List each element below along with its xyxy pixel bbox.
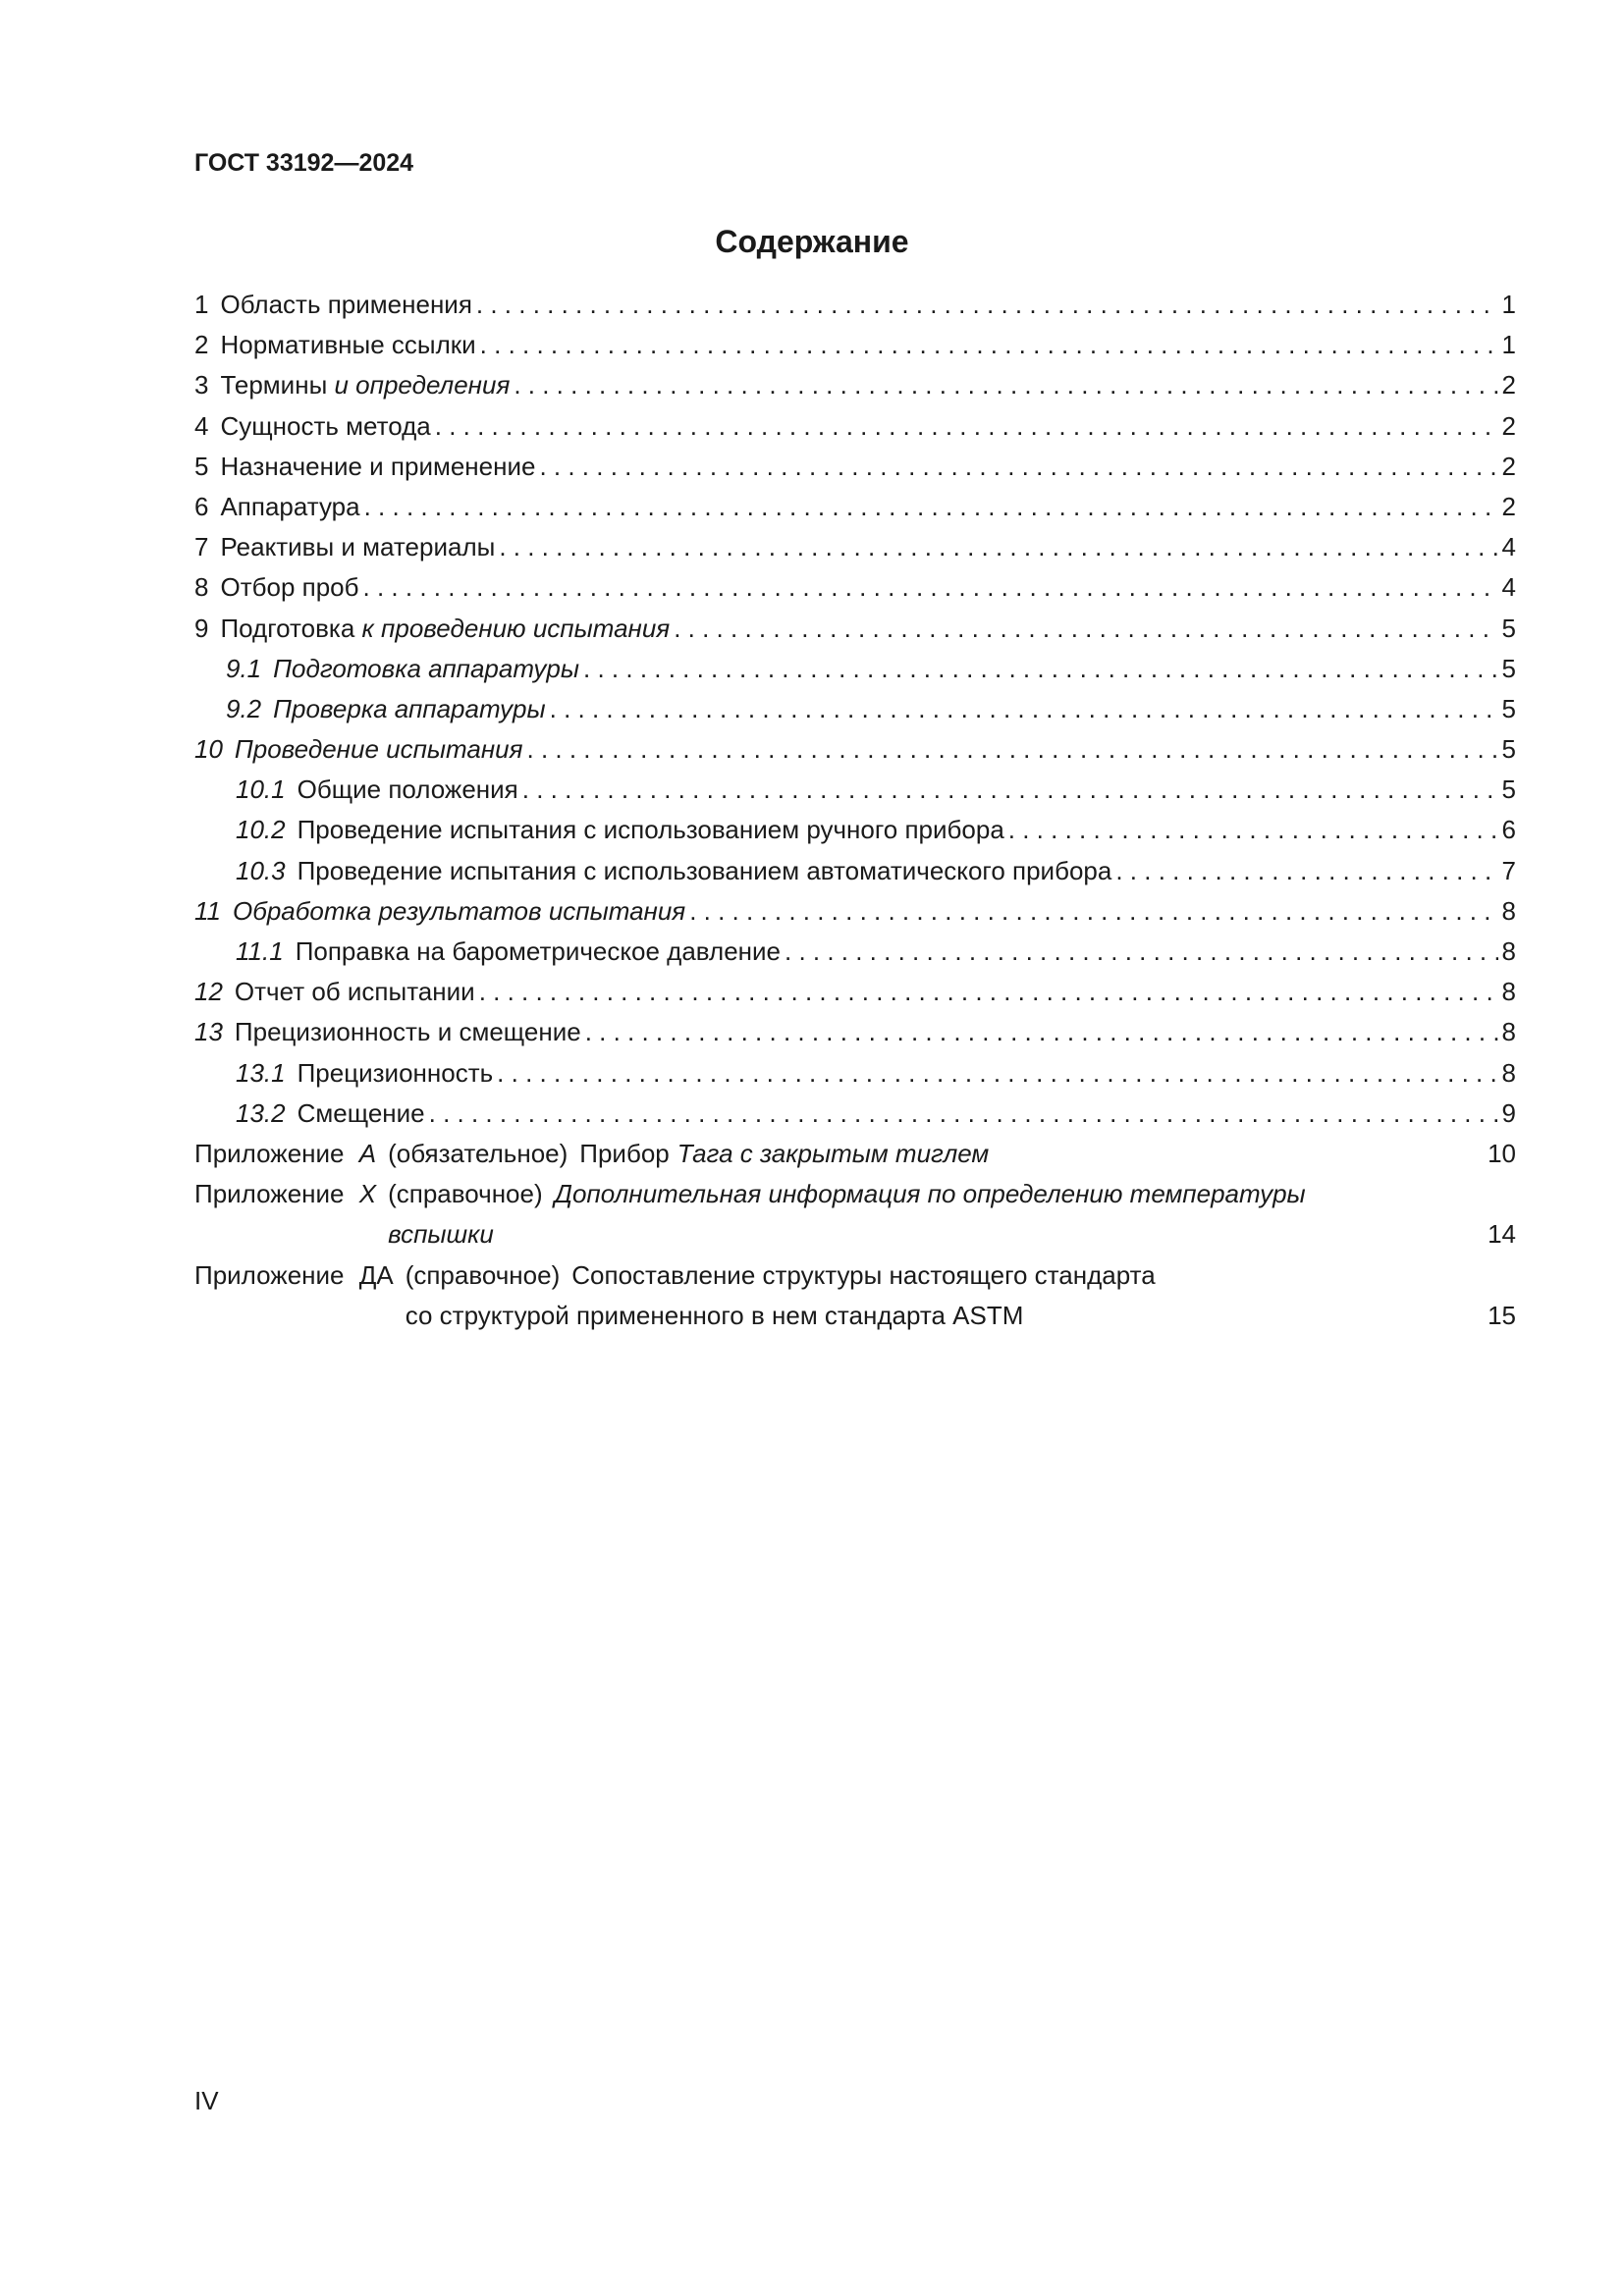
toc-entry-page: 10 (1488, 1138, 1516, 1168)
toc-entry-number: 10.1 (236, 774, 286, 805)
appendix-title-italic: Дополнительная информация по определению температуры (554, 1179, 1306, 1209)
toc-entry[interactable] (194, 325, 1516, 365)
toc-entry-title (194, 527, 495, 567)
dot-leader (527, 729, 1498, 770)
toc-entry[interactable] (194, 1094, 1516, 1134)
toc-entry-number: 13.2 (236, 1097, 286, 1128)
toc-entry[interactable] (194, 689, 1516, 729)
toc-entry[interactable] (194, 891, 1516, 932)
toc-entry-page: 8 (1501, 936, 1516, 966)
dot-leader (689, 891, 1497, 932)
toc-entry-title (236, 1094, 425, 1134)
toc-entry-page: 1 (1501, 290, 1516, 319)
appendix-title-italic: Тага с закрытым тиглем (677, 1138, 990, 1168)
dot-leader (522, 770, 1498, 810)
dot-leader (785, 932, 1498, 972)
toc-entry-label: Назначение и применение (220, 451, 536, 481)
toc-entry-number: 11 (194, 895, 221, 926)
toc-entry-label: Реактивы и материалы (220, 532, 496, 562)
toc-entry-number: 2 (194, 330, 209, 360)
dot-leader (435, 406, 1498, 447)
appendix-letter: X (358, 1179, 377, 1209)
appendix-word: Приложение (194, 1259, 345, 1290)
toc-entry-number: 4 (194, 410, 209, 441)
toc-appendix-entry[interactable] (194, 1134, 1516, 1174)
toc-entry-page: 2 (1501, 491, 1516, 521)
toc-entry-title (194, 406, 431, 447)
toc-entry[interactable] (194, 406, 1516, 447)
toc-entry-title (226, 689, 546, 729)
toc-appendix-entry[interactable] (194, 1255, 1516, 1336)
toc-entry-title (194, 447, 535, 487)
toc-entry-page: 8 (1501, 1017, 1516, 1047)
toc-entry[interactable] (194, 810, 1516, 850)
toc-entry-page: 5 (1501, 774, 1516, 805)
toc-entry-number: 11.1 (236, 936, 284, 966)
toc-entry-title (194, 285, 472, 325)
toc-entry-label: Поправка на барометрическое давление (295, 936, 781, 966)
toc-entry-title (236, 1053, 493, 1094)
appendix-kind: (справочное) (405, 1259, 561, 1290)
toc-entry-page: 5 (1501, 613, 1516, 643)
toc-entry-title (236, 851, 1111, 891)
toc-entry-number: 9.2 (226, 693, 262, 723)
toc-entry-page: 9 (1501, 1097, 1516, 1128)
dot-leader (585, 1012, 1498, 1052)
toc-entry-page: 2 (1501, 410, 1516, 441)
toc-entry-label: Обработка результатов испытания (233, 895, 686, 926)
toc-entry-number: 10.2 (236, 815, 286, 845)
toc-entry-title (194, 891, 685, 932)
toc-entry-page: 5 (1501, 653, 1516, 683)
appendix-prefix (194, 1255, 394, 1336)
toc-entry-page: 8 (1501, 895, 1516, 926)
dot-leader (550, 689, 1498, 729)
dot-leader (539, 447, 1497, 487)
appendix-word: Приложение (194, 1179, 345, 1209)
table-of-contents (194, 285, 1516, 1336)
toc-entry-label: Проведение испытания (234, 734, 523, 765)
toc-entry-label: Аппаратура (220, 491, 360, 521)
toc-entry-title (194, 972, 475, 1012)
toc-entry-label: Нормативные ссылки (220, 330, 476, 360)
toc-entry-page: 8 (1501, 977, 1516, 1007)
page-title: Содержание (715, 224, 909, 259)
toc-entry-label: Подготовка аппаратуры (273, 653, 580, 683)
toc-entry-number: 8 (194, 572, 209, 603)
toc-entry-label: Прецизионность (297, 1057, 494, 1088)
appendix-kind: (справочное) (388, 1179, 543, 1209)
toc-entry[interactable] (194, 487, 1516, 527)
dot-leader (364, 487, 1498, 527)
toc-entry-label: Проверка аппаратуры (273, 693, 546, 723)
toc-entry-label: Сущность метода (220, 410, 431, 441)
toc-entry-number: 13.1 (236, 1057, 286, 1088)
appendix-kind: (обязательное) (388, 1138, 568, 1168)
toc-entry[interactable] (194, 649, 1516, 689)
toc-entry-page: 15 (1488, 1300, 1516, 1330)
toc-entry-number: 3 (194, 370, 209, 400)
toc-entry-label-italic: и определения (334, 370, 511, 400)
toc-entry-title (194, 365, 510, 405)
toc-entry[interactable] (194, 1053, 1516, 1094)
toc-entry-number: 10.3 (236, 855, 286, 885)
toc-entry-page: 6 (1501, 815, 1516, 845)
toc-entry[interactable] (194, 447, 1516, 487)
toc-entry[interactable] (194, 972, 1516, 1012)
toc-entry-page: 4 (1501, 572, 1516, 603)
toc-entry-page: 5 (1501, 734, 1516, 765)
toc-entry-number: 9 (194, 613, 209, 643)
toc-entry-label: Общие положения (297, 774, 518, 805)
appendix-letter: А (358, 1138, 377, 1168)
toc-entry-number: 12 (194, 977, 223, 1007)
appendix-title: Прибор (579, 1138, 670, 1168)
page-number: IV (194, 2086, 219, 2115)
toc-entry-number: 10 (194, 734, 223, 765)
appendix-prefix (194, 1134, 376, 1174)
toc-entry-page: 2 (1501, 451, 1516, 481)
toc-entry-page: 4 (1501, 532, 1516, 562)
appendix-letter: ДА (358, 1259, 394, 1290)
appendix-word: Приложение (194, 1138, 345, 1168)
toc-entry-page: 7 (1501, 855, 1516, 885)
toc-entry-page: 14 (1488, 1219, 1516, 1250)
toc-entry-label: Подготовка (220, 613, 355, 643)
toc-entry[interactable] (194, 285, 1516, 325)
toc-entry-title (194, 729, 523, 770)
dot-leader (363, 567, 1498, 608)
dot-leader (429, 1094, 1498, 1134)
toc-entry-page: 8 (1501, 1057, 1516, 1088)
toc-entry-label-italic: к проведению испытания (361, 613, 671, 643)
toc-entry[interactable] (194, 567, 1516, 608)
dot-leader (583, 649, 1498, 689)
dot-leader (480, 325, 1498, 365)
toc-entry-title (194, 325, 476, 365)
toc-entry-title (236, 932, 781, 972)
toc-entry[interactable] (194, 770, 1516, 810)
toc-entry-label: Область применения (220, 290, 472, 319)
toc-entry[interactable] (194, 932, 1516, 972)
toc-entry-number: 7 (194, 532, 209, 562)
toc-entry-label: Термины (220, 370, 328, 400)
toc-entry-page: 5 (1501, 693, 1516, 723)
toc-entry-number: 1 (194, 290, 209, 319)
toc-entry-label: Прецизионность и смещение (234, 1017, 581, 1047)
dot-leader (479, 972, 1498, 1012)
appendix-title-continued: вспышки (388, 1219, 494, 1250)
dot-leader (514, 365, 1497, 405)
toc-entry-label: Отбор проб (220, 572, 359, 603)
toc-entry-number: 5 (194, 451, 209, 481)
toc-entry-page: 2 (1501, 370, 1516, 400)
dot-leader (476, 285, 1498, 325)
toc-entry-title (194, 1012, 581, 1052)
toc-entry-title (236, 770, 518, 810)
dot-leader (1115, 851, 1497, 891)
toc-entry[interactable] (194, 365, 1516, 405)
dot-leader (674, 609, 1497, 649)
toc-entry[interactable] (194, 1012, 1516, 1052)
toc-entry-number: 13 (194, 1017, 223, 1047)
toc-entry[interactable] (194, 609, 1516, 649)
appendix-prefix (194, 1174, 376, 1255)
toc-entry-label: Проведение испытания с использованием автоматического прибора (297, 855, 1112, 885)
toc-entry-label: Смещение (297, 1097, 425, 1128)
toc-entry-title (194, 487, 360, 527)
appendix-title-continued: со структурой примененного в нем стандарта ASTM (405, 1300, 1024, 1330)
toc-entry-title (226, 649, 579, 689)
toc-entry[interactable] (194, 729, 1516, 770)
appendix-title: Сопоставление структуры настоящего стандарта (571, 1259, 1156, 1290)
toc-entry-number: 9.1 (226, 653, 262, 683)
toc-entry-label: Проведение испытания с использованием ручного прибора (297, 815, 1004, 845)
toc-entry-label: Отчет об испытании (234, 977, 475, 1007)
toc-entry[interactable] (194, 527, 1516, 567)
toc-entry-title (194, 609, 670, 649)
toc-entry-title (194, 567, 359, 608)
dot-leader (499, 527, 1497, 567)
toc-appendix-entry[interactable] (194, 1174, 1516, 1255)
toc-entry-page: 1 (1501, 330, 1516, 360)
toc-entry-title (236, 810, 1004, 850)
dot-leader (1008, 810, 1498, 850)
dot-leader (497, 1053, 1497, 1094)
toc-entry-number: 6 (194, 491, 209, 521)
toc-entry[interactable] (194, 851, 1516, 891)
document-header: ГОСТ 33192—2024 (194, 149, 414, 177)
